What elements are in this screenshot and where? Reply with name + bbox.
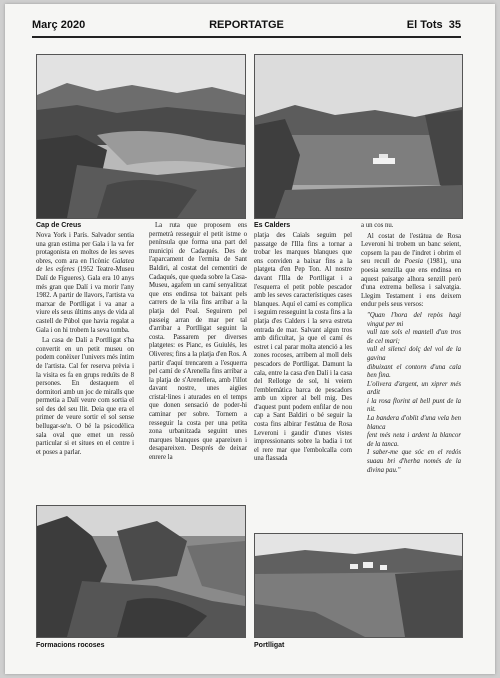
publication-name: El Tots [406, 19, 443, 31]
col1-paragraph-2: La casa de Dalí a Portlligat s'ha convertit en un petit museu on podem conèixer l'univers més íntim de l'artista. Cal fer reserva prèvia i la visita es fa en grups reduïts de 8 persones. En destaquem el dormitori amb un joc de miralls que permetia a Dalí veure com sortia el sol des del seu llit. Deia que era el primer de veure sortir el sol sense bellugar-se'n. O bé la psicodèlica sala oval que emet un ressò particular si et situes en el centre i et poses a parlar. [36, 337, 134, 456]
poem-line: fent més neta i ardent la blancor de la tanca. [367, 432, 461, 448]
photo-cap-de-creus [36, 54, 246, 219]
page-number: 35 [448, 19, 461, 31]
col4-paragraph-0: a un cos nu. [361, 222, 394, 229]
poem-line: i la rosa florint al bell punt de la nit. [367, 397, 461, 414]
caption-es-calders: Es Calders [254, 222, 291, 229]
poem [361, 312, 461, 475]
col3-paragraph-1: platja des Caials seguim pel passatge de l'Illa fins a tornar a trobar les marques blanques que ens conviden a baixar fins a la platgeta d'en Pep Ton. Al nostre davant l'Illa de Portlligat i a l'esquerra el petit poble pescador amb les seves característiques cases blanques. Aquí el camí es complica i seguim resseguint la costa fins a la platja d'es Calders i la seva estreta entrada de mar. Salvant algun tros amb dificultat, ja que el camí és estret i cal parar molta atenció a les zones rocoses, arribem al moll dels pescadors de Portlligat. Damunt la cala, entre la casa d'en Dalí i la casa del Rellotge de sol, hi veiem l'emblemàtica barca de pescadors amb un xiprer al bell mig. Des d'aquest punt podem enfilar de nou cap a Sant Baldiri o bé seguir la costa fins albirar l'estàtua de Rosa Leveroni i gaudir d'unes vistes impressionants sobre la badia i tot el rere mar que l'embolcalla com una flassada [254, 232, 352, 463]
issue-date: Març 2020 [32, 19, 86, 31]
article-column-1 [36, 232, 134, 497]
poem-line: "Quan l'hora del repòs hagi vingut per mi [367, 311, 461, 328]
poem-line: dibuixant el contorn d'una cala ben fina. [367, 363, 461, 380]
photo-es-calders [254, 54, 463, 219]
poem-line: La bandera d'oblit d'una vela ben blanca [367, 415, 461, 431]
poem-line: L'olivera d'argent, un xiprer més ardit [367, 380, 461, 397]
caption-formacions-rocoses: Formacions rocoses [36, 642, 105, 649]
article-column-2 [149, 222, 247, 502]
caption-portlligat: Portlligat [254, 642, 285, 649]
header-rule [32, 36, 461, 38]
book-title: Poesia [404, 258, 423, 266]
article-column-4 [361, 222, 461, 527]
artwork-title: Galatea de les esferes [36, 257, 134, 274]
caption-cap-de-creus: Cap de Creus [36, 222, 82, 229]
publication-and-page [407, 19, 461, 31]
col4-paragraph-1: Al costat de l'estàtua de Rosa Leveroni hi trobem un banc seient, copsem la pau de l'indret i obrim el seu recull de Poesia (1981), una poesia senzilla que ens endinsa en aquest paisatge alhora senzill però d'una extrema bellesa i salvatgia. Llegim Testament i ens deixem endur pels seus versos: [361, 232, 461, 309]
photo-formacions-rocoses [36, 505, 246, 638]
poem-line: I saber-me que sóc en el redós suaau bri d'herba només de la divina pau." [367, 449, 461, 474]
poem-line: vull el silenci dolç del vol de la gavina [367, 346, 461, 362]
poem-line: vull tan sols el mantell d'un tros de cel mari; [367, 329, 461, 345]
article-column-3 [254, 232, 352, 527]
photo-portlligat [254, 533, 463, 638]
col2-paragraph-1: La ruta que proposem ens permetrà resseguir el petit istme o península que forma una part del municipi de Cadaqués. Des de l'aparcament de l'ermita de Sant Baldiri, al costat del cementiri de Cadaqués, que queda sobre la Casa-Museu, agafem un camí senyalitzat que ens endinsa tot baixant pels carrers de la vila fins arribar a la platja del Poal. Seguirem pel passeig arran de mar per tal d'arribar a Portlligat seguint la costa. Passarem per diverses platgetes: es Pianc, es Guiulés, les Oliveres; fins a la platja d'en Ros. A partir d'aquí trencarem a l'esquerra pel camí de s'Arenella fins arribar a la platja de s'Arenellera, amb l'illot davant nostre, unes aigües cristal·lines i aturades en el temps que donen sensació de poder-hi caminar per sobre. Tornem a resseguir la costa per una petita zona urbanitzada seguint unes marques blanques que apareixen i desapareixen. Després de deixar enrere la [149, 222, 247, 462]
section-title: REPORTATGE [209, 19, 284, 31]
col1-paragraph-1: Nova York i París. Salvador sentia una gran estima per Gala i la va fer protagonista en moltes de les seves obres, com ara en l'icònic Galatea de les esferes (1952 Teatre-Museu Dalí de Figueres). Gala era 10 anys més gran que Dalí i va morir l'any 1982. A partir de llavors, l'artista va marxar de Portlligat i va anar a viure els seus últims anys de vida al castell de Púbol que havia regalat a Gala i on hi trobem la seva tomba. [36, 232, 134, 334]
magazine-page [5, 4, 495, 674]
page-header [32, 19, 461, 37]
